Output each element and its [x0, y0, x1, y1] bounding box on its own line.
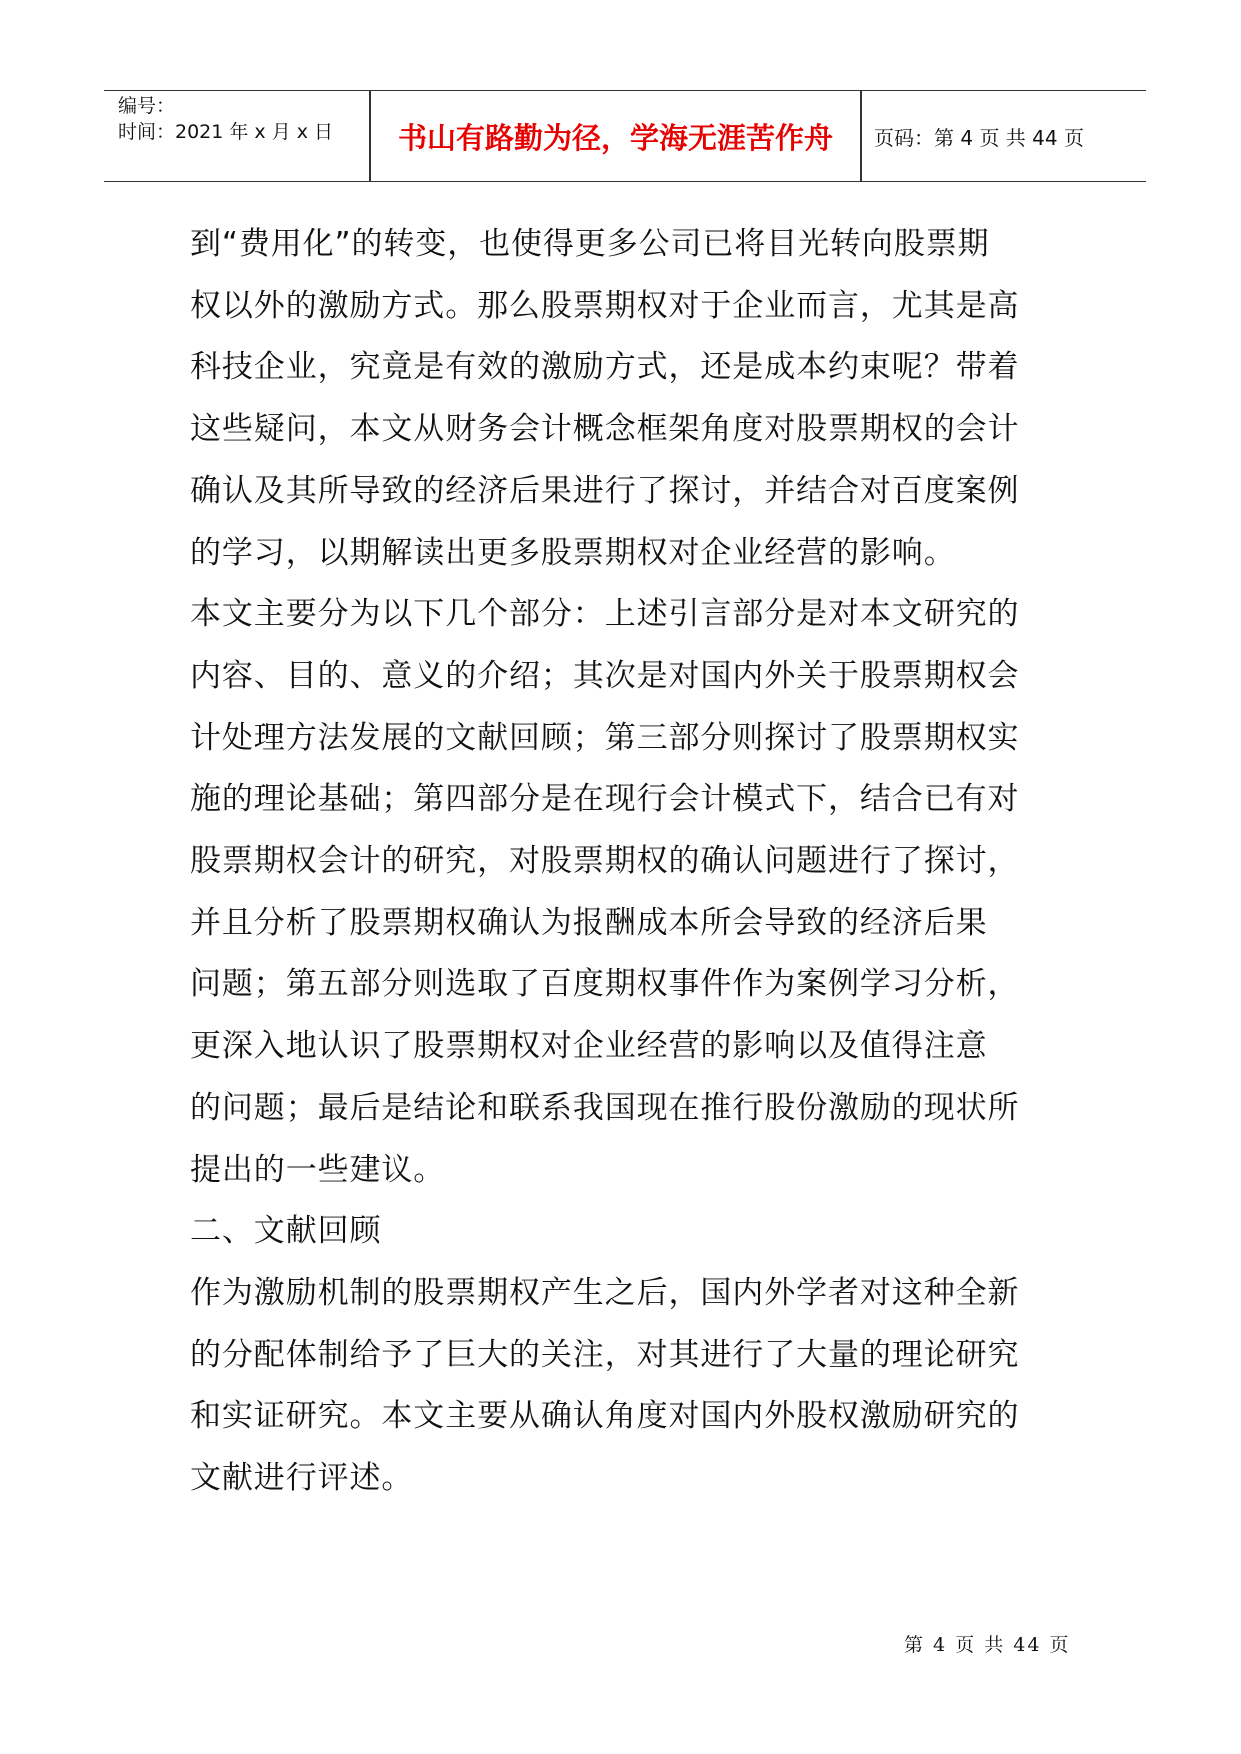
text-line: 科技企业，究竟是有效的激励方式，还是成本约束呢？带着	[190, 349, 1020, 386]
text-line: 作为激励机制的股票期权产生之后，国内外学者对这种全新	[190, 1274, 1020, 1311]
text-line: 这些疑问，本文从财务会计概念框架角度对股票期权的会计	[190, 411, 1020, 448]
text-line: 权以外的激励方式。那么股票期权对于企业而言，尤其是高	[190, 287, 1020, 324]
body-text	[190, 214, 1090, 1510]
document-number-label: 编号：	[118, 95, 176, 117]
page-footer: 第 4 页 共 44 页	[904, 1634, 1071, 1656]
header-motto: 书山有路勤为径，学海无涯苦作舟	[397, 120, 833, 155]
text-line: 更深入地认识了股票期权对企业经营的影响以及值得注意	[190, 1028, 988, 1065]
text-line: 本文主要分为以下几个部分：上述引言部分是对本文研究的	[190, 596, 1020, 633]
text-line: 施的理论基础；第四部分是在现行会计模式下，结合已有对	[190, 781, 1020, 818]
header-divider	[860, 91, 862, 181]
header-page-info: 页码：第 4 页 共 44 页	[874, 125, 1084, 150]
document-date-label: 时间：2021 年 x 月 x 日	[118, 121, 334, 143]
text-line: 内容、目的、意义的介绍；其次是对国内外关于股票期权会	[190, 657, 1020, 694]
text-line: 提出的一些建议。	[190, 1151, 446, 1188]
text-line: 文献进行评述。	[190, 1460, 414, 1497]
section-heading: 二、文献回顾	[190, 1213, 382, 1250]
text-line: 股票期权会计的研究，对股票期权的确认问题进行了探讨，	[190, 843, 1020, 880]
text-line: 到“费用化”的转变，也使得更多公司已将目光转向股票期	[190, 226, 990, 262]
text-line: 并且分析了股票期权确认为报酬成本所会导致的经济后果	[190, 904, 988, 941]
text-line: 确认及其所导致的经济后果进行了探讨，并结合对百度案例	[190, 472, 1020, 509]
text-line: 的问题；最后是结论和联系我国现在推行股份激励的现状所	[190, 1089, 1020, 1126]
text-line: 计处理方法发展的文献回顾；第三部分则探讨了股票期权实	[190, 719, 1020, 756]
text-line: 和实证研究。本文主要从确认角度对国内外股权激励研究的	[190, 1398, 1020, 1435]
text-line: 的学习，以期解读出更多股票期权对企业经营的影响。	[190, 534, 956, 571]
text-line: 的分配体制给予了巨大的关注，对其进行了大量的理论研究	[190, 1336, 1020, 1373]
page-header	[104, 90, 1146, 182]
text-line: 问题；第五部分则选取了百度期权事件作为案例学习分析，	[190, 966, 1020, 1003]
